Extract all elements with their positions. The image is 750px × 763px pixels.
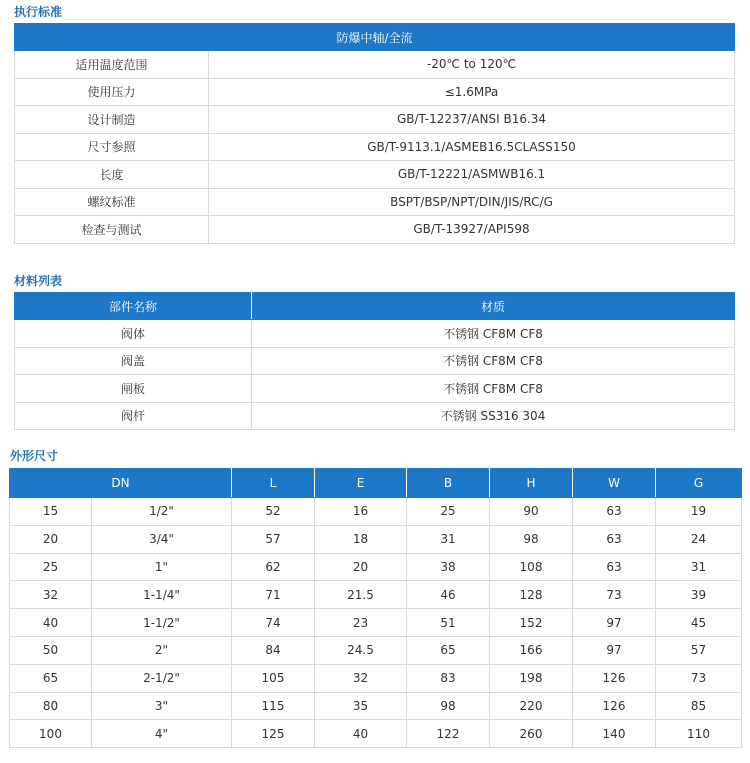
dimensions-header-row <box>10 469 742 498</box>
spec-value: BSPT/BSP/NPT/DIN/JIS/RC/G <box>209 188 735 216</box>
b-value: 38 <box>407 553 490 581</box>
g-value: 57 <box>656 636 742 664</box>
l-value: 125 <box>232 720 315 748</box>
e-value: 18 <box>315 525 407 553</box>
dn-value: 25 <box>10 553 92 581</box>
table-row <box>10 525 742 553</box>
part-name: 闸板 <box>15 375 252 403</box>
header-l: L <box>232 469 315 498</box>
spec-table <box>14 23 735 244</box>
l-value: 71 <box>232 581 315 609</box>
materials-header-row <box>15 293 735 320</box>
table-row <box>15 133 735 161</box>
spec-value: GB/T-9113.1/ASMEB16.5CLASS150 <box>209 133 735 161</box>
table-row <box>15 188 735 216</box>
spec-value: GB/T-13927/API598 <box>209 216 735 244</box>
spec-label: 使用压力 <box>15 78 209 106</box>
b-value: 83 <box>407 664 490 692</box>
g-value: 24 <box>656 525 742 553</box>
spec-header: 防爆中轴/全流 <box>15 24 735 51</box>
inch-value: 1/2" <box>92 498 232 526</box>
dn-value: 40 <box>10 609 92 637</box>
inch-value: 3" <box>92 692 232 720</box>
g-value: 45 <box>656 609 742 637</box>
header-b: B <box>407 469 490 498</box>
dn-value: 32 <box>10 581 92 609</box>
dimensions-table <box>9 468 742 748</box>
table-row <box>10 498 742 526</box>
l-value: 57 <box>232 525 315 553</box>
header-dn: DN <box>10 469 232 498</box>
h-value: 152 <box>490 609 573 637</box>
g-value: 110 <box>656 720 742 748</box>
dn-value: 50 <box>10 636 92 664</box>
b-value: 98 <box>407 692 490 720</box>
table-row <box>15 78 735 106</box>
table-row <box>15 375 735 403</box>
part-name: 阀体 <box>15 320 252 348</box>
material-value: 不锈钢 CF8M CF8 <box>252 375 735 403</box>
table-row <box>15 347 735 375</box>
l-value: 84 <box>232 636 315 664</box>
spec-value: GB/T-12237/ANSI B16.34 <box>209 106 735 134</box>
inch-value: 2" <box>92 636 232 664</box>
table-row <box>10 692 742 720</box>
h-value: 108 <box>490 553 573 581</box>
inch-value: 1-1/4" <box>92 581 232 609</box>
e-value: 20 <box>315 553 407 581</box>
e-value: 35 <box>315 692 407 720</box>
inch-value: 2-1/2" <box>92 664 232 692</box>
table-row <box>15 216 735 244</box>
part-name: 阀盖 <box>15 347 252 375</box>
spec-label: 设计制造 <box>15 106 209 134</box>
e-value: 23 <box>315 609 407 637</box>
b-value: 46 <box>407 581 490 609</box>
b-value: 51 <box>407 609 490 637</box>
spec-label: 长度 <box>15 161 209 189</box>
e-value: 40 <box>315 720 407 748</box>
table-row <box>10 609 742 637</box>
l-value: 74 <box>232 609 315 637</box>
inch-value: 1" <box>92 553 232 581</box>
material-value: 不锈钢 CF8M CF8 <box>252 347 735 375</box>
b-value: 65 <box>407 636 490 664</box>
w-value: 126 <box>573 664 656 692</box>
spec-label: 尺寸参照 <box>15 133 209 161</box>
l-value: 62 <box>232 553 315 581</box>
h-value: 166 <box>490 636 573 664</box>
b-value: 122 <box>407 720 490 748</box>
inch-value: 4" <box>92 720 232 748</box>
w-value: 63 <box>573 498 656 526</box>
header-h: H <box>490 469 573 498</box>
table-row <box>10 581 742 609</box>
h-value: 128 <box>490 581 573 609</box>
w-value: 97 <box>573 636 656 664</box>
table-row <box>10 636 742 664</box>
materials-header-material: 材质 <box>252 293 735 320</box>
dimensions-section-title: 外形尺寸 <box>10 449 59 463</box>
g-value: 73 <box>656 664 742 692</box>
e-value: 16 <box>315 498 407 526</box>
dimensions-body <box>10 498 742 748</box>
h-value: 260 <box>490 720 573 748</box>
spec-value: -20℃ to 120℃ <box>209 51 735 79</box>
w-value: 97 <box>573 609 656 637</box>
e-value: 32 <box>315 664 407 692</box>
w-value: 126 <box>573 692 656 720</box>
g-value: 19 <box>656 498 742 526</box>
w-value: 63 <box>573 525 656 553</box>
material-value: 不锈钢 CF8M CF8 <box>252 320 735 348</box>
table-row <box>15 51 735 79</box>
spec-value: ≤1.6MPa <box>209 78 735 106</box>
header-g: G <box>656 469 742 498</box>
b-value: 31 <box>407 525 490 553</box>
dn-value: 80 <box>10 692 92 720</box>
l-value: 52 <box>232 498 315 526</box>
table-row <box>15 106 735 134</box>
dn-value: 20 <box>10 525 92 553</box>
dn-value: 15 <box>10 498 92 526</box>
l-value: 105 <box>232 664 315 692</box>
inch-value: 3/4" <box>92 525 232 553</box>
materials-section-title: 材料列表 <box>14 274 63 288</box>
h-value: 220 <box>490 692 573 720</box>
l-value: 115 <box>232 692 315 720</box>
header-w: W <box>573 469 656 498</box>
h-value: 198 <box>490 664 573 692</box>
table-row <box>10 553 742 581</box>
g-value: 39 <box>656 581 742 609</box>
g-value: 85 <box>656 692 742 720</box>
part-name: 阀杆 <box>15 402 252 430</box>
h-value: 90 <box>490 498 573 526</box>
w-value: 140 <box>573 720 656 748</box>
w-value: 73 <box>573 581 656 609</box>
spec-label: 检查与测试 <box>15 216 209 244</box>
h-value: 98 <box>490 525 573 553</box>
dn-value: 100 <box>10 720 92 748</box>
dn-value: 65 <box>10 664 92 692</box>
spec-value: GB/T-12221/ASMWB16.1 <box>209 161 735 189</box>
header-e: E <box>315 469 407 498</box>
b-value: 25 <box>407 498 490 526</box>
materials-header-part: 部件名称 <box>15 293 252 320</box>
table-row <box>15 161 735 189</box>
table-row <box>15 320 735 348</box>
materials-table <box>14 292 735 430</box>
e-value: 21.5 <box>315 581 407 609</box>
table-row <box>10 720 742 748</box>
e-value: 24.5 <box>315 636 407 664</box>
inch-value: 1-1/2" <box>92 609 232 637</box>
table-row <box>10 664 742 692</box>
spec-section-title: 执行标准 <box>14 5 63 19</box>
w-value: 63 <box>573 553 656 581</box>
table-row <box>15 402 735 430</box>
material-value: 不锈钢 SS316 304 <box>252 402 735 430</box>
spec-label: 适用温度范围 <box>15 51 209 79</box>
g-value: 31 <box>656 553 742 581</box>
spec-header-row <box>15 24 735 51</box>
spec-label: 螺纹标准 <box>15 188 209 216</box>
